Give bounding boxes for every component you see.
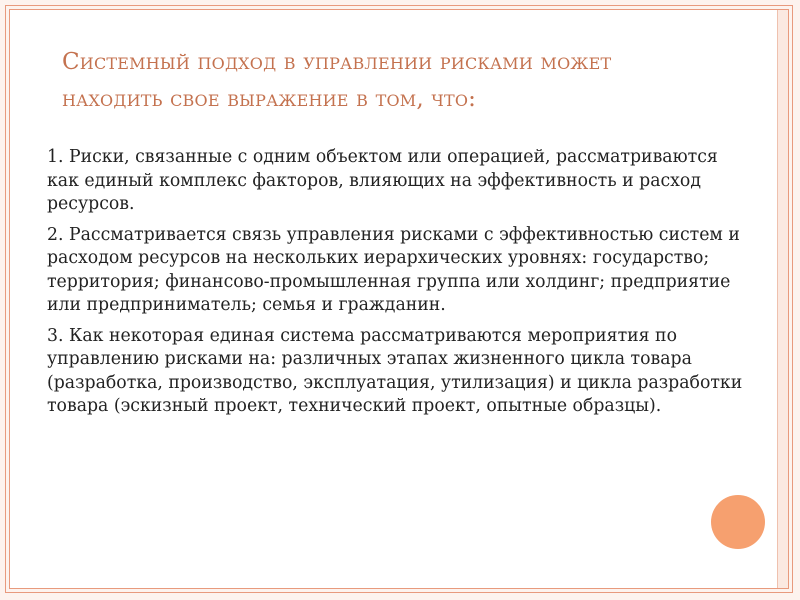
- list-item: 2. Рассматривается связь управления рисками с эффективностью систем и расходом ресурсов на нескольких иерархических уровнях: государство; территория; финансово-промышленная группа или холдинг; предприятие или предприниматель; семья и гражданин.: [47, 224, 740, 315]
- list-item: 1. Риски, связанные с одним объектом или операцией, рассматриваются как единый комплекс факторов, влияющих на эффективность и расход ресурсов.: [47, 147, 718, 214]
- slide-body: [47, 146, 747, 426]
- decorative-circle: [711, 495, 765, 549]
- list-item: 3. Как некоторая единая система рассматриваются мероприятия по управлению рисками на: различных этапах жизненного цикла товара (разработка, производство, эксплуатация, утилизация) и цикла разработки товара (эскизный проект, технический проект, опытные образцы).: [47, 325, 743, 416]
- slide-title-line-1: Системный подход в управлении рисками может: [62, 49, 612, 75]
- slide-title-line-2: находить свое выражение в том, что:: [62, 86, 477, 112]
- slide-right-strip: [777, 10, 788, 588]
- slide-title: [62, 44, 742, 118]
